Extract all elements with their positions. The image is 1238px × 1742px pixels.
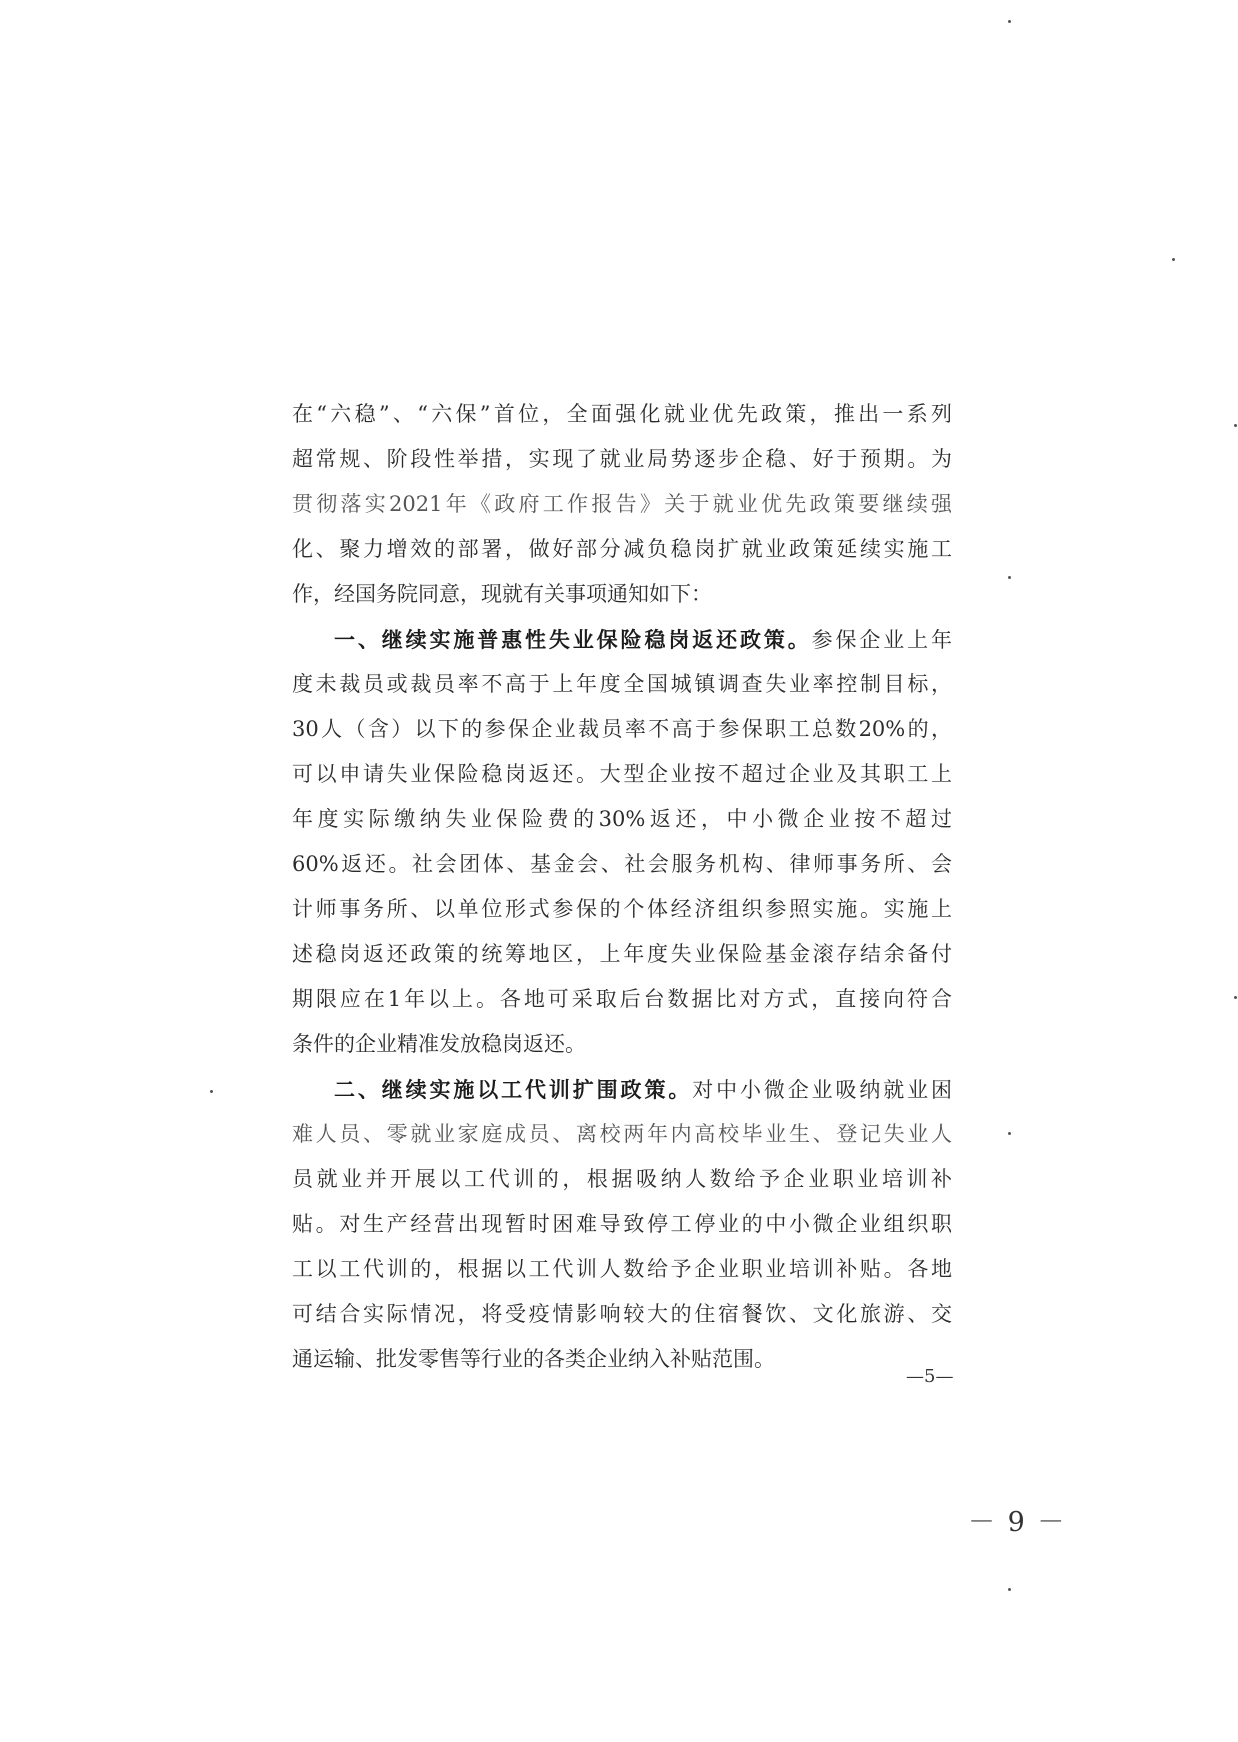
text-line: 60%返还。社会团体、基金会、社会服务机构、律师事务所、会 (292, 852, 952, 876)
text-line: 通运输、批发零售等行业的各类企业纳入补贴范围。 (292, 1347, 775, 1371)
text-line: 30人（含）以下的参保企业裁员率不高于参保职工总数20%的， (292, 717, 952, 741)
text-line: 作，经国务院同意，现就有关事项通知如下： (292, 582, 712, 606)
text-line: 超常规、阶段性举措，实现了就业局势逐步企稳、好于预期。为 (292, 447, 952, 471)
text-line: 难人员、零就业家庭成员、离校两年内高校毕业生、登记失业人 (292, 1122, 952, 1146)
text-line: 期限应在1年以上。各地可采取后台数据比对方式，直接向符合 (292, 987, 952, 1011)
text-line: 贴。对生产经营出现暂时困难导致停工停业的中小微企业组织职 (292, 1212, 952, 1236)
text-line: 度未裁员或裁员率不高于上年度全国城镇调查失业率控制目标， (292, 672, 952, 696)
scan-speck (1008, 576, 1011, 579)
text-line: 工以工代训的，根据以工代训人数给予企业职业培训补贴。各地 (292, 1257, 952, 1281)
scan-speck (1008, 1132, 1011, 1135)
text-line: 可结合实际情况，将受疫情影响较大的住宿餐饮、文化旅游、交 (292, 1302, 952, 1326)
section-heading: 一、继续实施普惠性失业保险稳岗返还政策。 (334, 627, 812, 652)
text-line: 年度实际缴纳失业保险费的30%返还，中小微企业按不超过 (292, 807, 952, 831)
document-body (292, 392, 952, 1382)
text-line: 可以申请失业保险稳岗返还。大型企业按不超过企业及其职工上 (292, 762, 952, 786)
scan-speck (1008, 20, 1011, 23)
scan-speck (210, 1090, 213, 1093)
text-line: 条件的企业精准发放稳岗返还。 (292, 1032, 586, 1056)
section-heading-line (292, 617, 952, 662)
inner-page-number: —5— (906, 1366, 954, 1387)
section-heading-line (292, 1067, 952, 1112)
text-line: 计师事务所、以单位形式参保的个体经济组织参照实施。实施上 (292, 897, 952, 921)
text-line: 在“六稳”、“六保”首位，全面强化就业优先政策，推出一系列 (292, 402, 952, 426)
scan-speck (1234, 424, 1237, 427)
text-line: 化、聚力增效的部署，做好部分减负稳岗扩就业政策延续实施工 (292, 537, 952, 561)
text-line: 员就业并开展以工代训的，根据吸纳人数给予企业职业培训补 (292, 1167, 952, 1191)
section-text: 参保企业上年 (811, 628, 952, 652)
text-line: 述稳岗返还政策的统筹地区，上年度失业保险基金滚存结余备付 (292, 942, 952, 966)
section-heading: 二、继续实施以工代训扩围政策。 (334, 1077, 693, 1102)
scan-speck (1172, 258, 1175, 261)
text-line: 贯彻落实2021年《政府工作报告》关于就业优先政策要继续强 (292, 492, 952, 516)
section-text: 对中小微企业吸纳就业困 (692, 1078, 952, 1102)
scan-speck (1234, 996, 1237, 999)
page-number: － 9 － (968, 1507, 1067, 1538)
scan-speck (1008, 1588, 1011, 1591)
